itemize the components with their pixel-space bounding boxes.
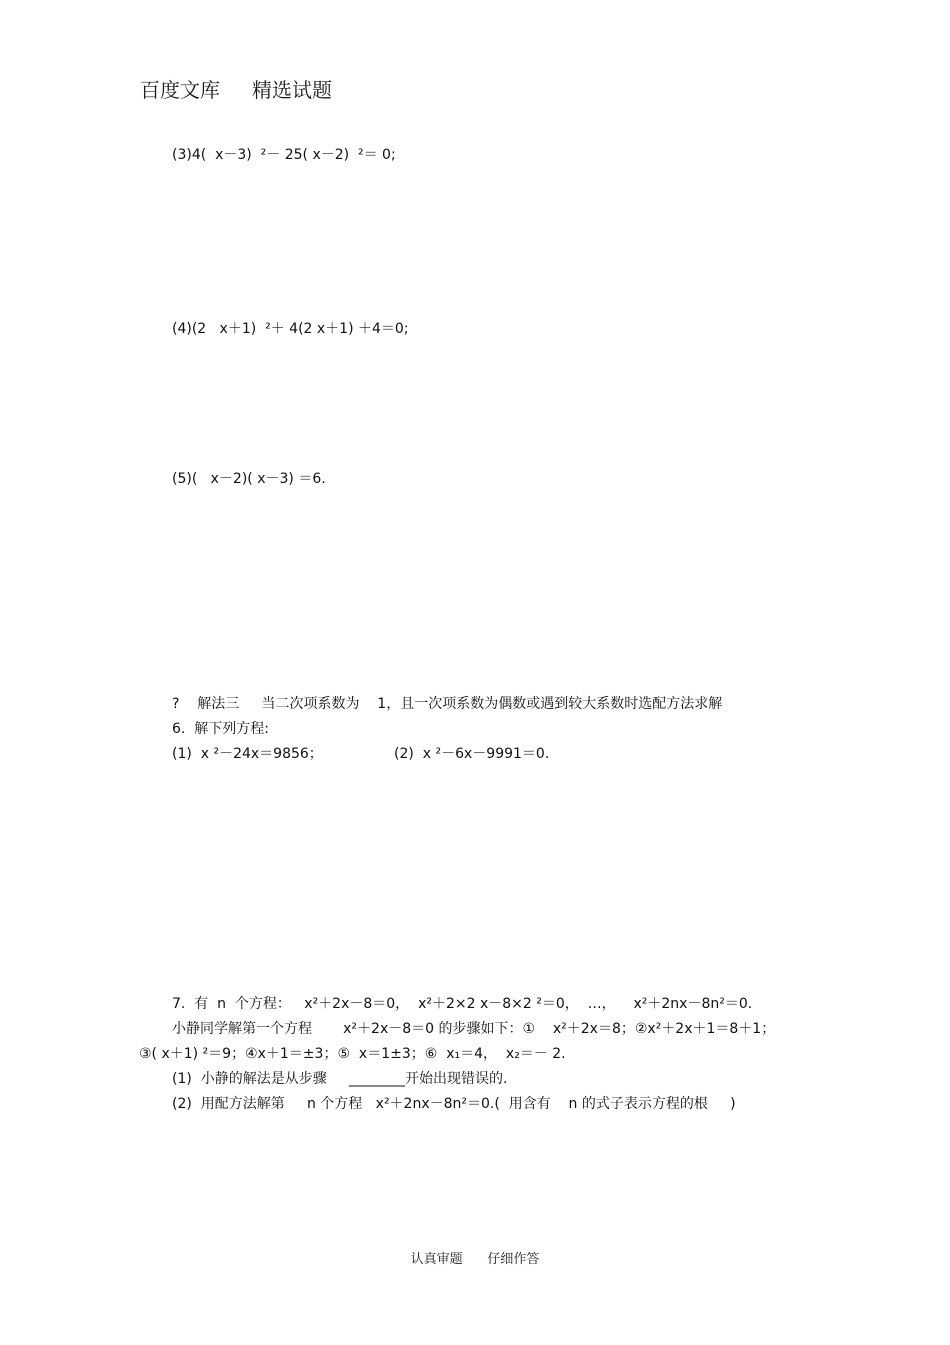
problem-3: (3)4( x－3) ²－ 25( x－2) ²＝ 0; [172,147,396,163]
question-7-line-3: ③( x＋1) ²＝9；④x＋1＝±3；⑤ x＝1±3；⑥ x₁＝4， x₂＝－ 2. [139,1046,566,1062]
question-7-part-2: (2) 用配方法解第 n 个方程 x²＋2nx－8n²＝0.( 用含有 n 的式子表示方程的根 ) [172,1096,736,1112]
question-7-line-1: 7. 有 n 个方程： x²＋2x－8＝0， x²＋2×2 x－8×2 ²＝0， …， x²＋2nx－8n²＝0. [172,996,753,1012]
question-6-parts: (1) x ²－24x＝9856； (2) x ²－6x－9991＝0. [172,746,550,762]
problem-5: (5)( x－2)( x－3) ＝6. [172,471,326,487]
header-right-title: 精选试题 [252,78,332,102]
page-footer: 认真审题 仔细作答 [410,1252,540,1267]
question-7-line-2: 小静同学解第一个方程 x²＋2x－8＝0 的步骤如下：① x²＋2x＝8；②x²＋2x＋1＝8＋1； [172,1021,776,1037]
header-left-title: 百度文库 [140,78,220,102]
page-header [140,74,332,103]
problem-4: (4)(2 x＋1) ²＋ 4(2 x＋1) ＋4＝0; [172,321,409,337]
method-three-heading: ? 解法三 当二次项系数为 1，且一次项系数为偶数或遇到较大系数时选配方法求解 [172,696,723,712]
question-7-part-1: (1) 小静的解法是从步骤 ________开始出现错误的. [172,1071,508,1087]
question-6-title: 6. 解下列方程: [172,721,269,737]
